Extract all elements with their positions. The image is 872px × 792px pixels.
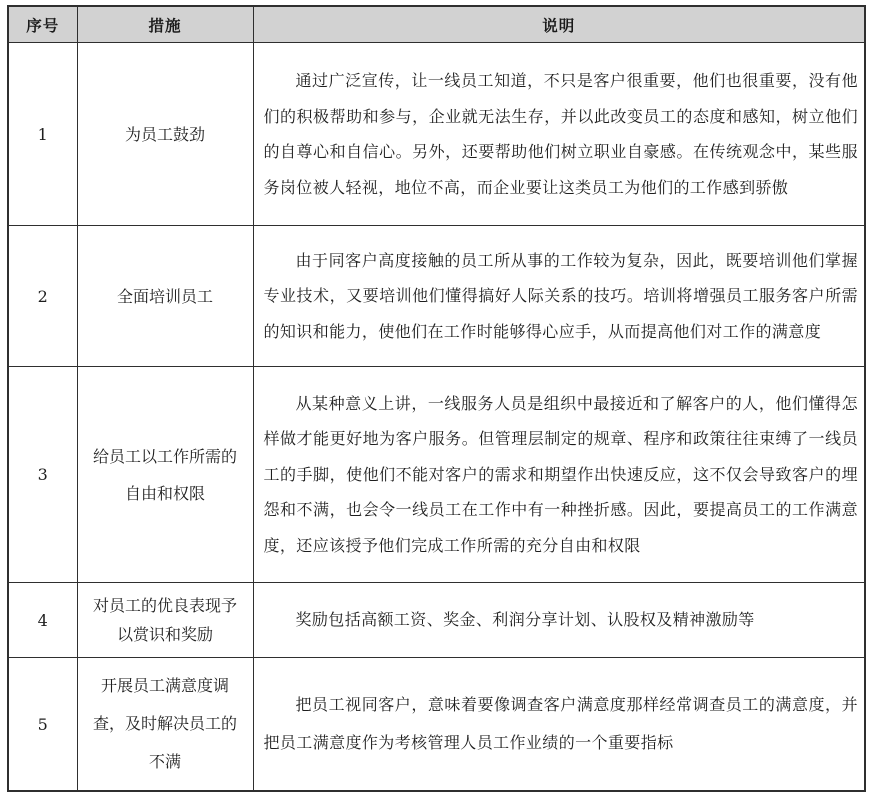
table-row <box>8 658 865 792</box>
table-body <box>8 43 865 792</box>
table-row <box>8 367 865 583</box>
row-measure: 全面培训员工 <box>77 226 253 367</box>
table-header <box>8 6 865 43</box>
header-row <box>8 6 865 43</box>
header-measure: 措施 <box>77 6 253 43</box>
row-description: 把员工视同客户，意味着要像调查客户满意度那样经常调查员工的满意度，并把员工满意度作为考核管理人员工作业绩的一个重要指标 <box>253 658 865 792</box>
row-description: 由于同客户高度接触的员工所从事的工作较为复杂，因此，既要培训他们掌握专业技术，又要培训他们懂得搞好人际关系的技巧。培训将增强员工服务客户所需的知识和能力，使他们在工作时能够得心应手，从而提高他们对工作的满意度 <box>253 226 865 367</box>
header-number: 序号 <box>8 6 77 43</box>
table-row <box>8 226 865 367</box>
header-description: 说明 <box>253 6 865 43</box>
row-description: 奖励包括高额工资、奖金、利润分享计划、认股权及精神激励等 <box>253 583 865 658</box>
row-number: 2 <box>8 226 77 367</box>
measures-table <box>7 5 866 792</box>
row-number: 5 <box>8 658 77 792</box>
table-row <box>8 43 865 226</box>
row-measure: 为员工鼓劲 <box>77 43 253 226</box>
row-description: 从某种意义上讲，一线服务人员是组织中最接近和了解客户的人，他们懂得怎样做才能更好地为客户服务。但管理层制定的规章、程序和政策往往束缚了一线员工的手脚，使他们不能对客户的需求和期望作出快速反应，这不仅会导致客户的埋怨和不满，也会令一线员工在工作中有一种挫折感。因此，要提高员工的工作满意度，还应该授予他们完成工作所需的充分自由和权限 <box>253 367 865 583</box>
table-row <box>8 583 865 658</box>
row-description: 通过广泛宣传，让一线员工知道，不只是客户很重要，他们也很重要，没有他们的积极帮助和参与，企业就无法生存，并以此改变员工的态度和感知，树立他们的自尊心和自信心。另外，还要帮助他们树立职业自豪感。在传统观念中，某些服务岗位被人轻视，地位不高，而企业要让这类员工为他们的工作感到骄傲 <box>253 43 865 226</box>
row-number: 4 <box>8 583 77 658</box>
row-measure: 开展员工满意度调查，及时解决员工的不满 <box>77 658 253 792</box>
row-number: 3 <box>8 367 77 583</box>
row-measure: 对员工的优良表现予以赏识和奖励 <box>77 583 253 658</box>
row-measure: 给员工以工作所需的自由和权限 <box>77 367 253 583</box>
row-number: 1 <box>8 43 77 226</box>
